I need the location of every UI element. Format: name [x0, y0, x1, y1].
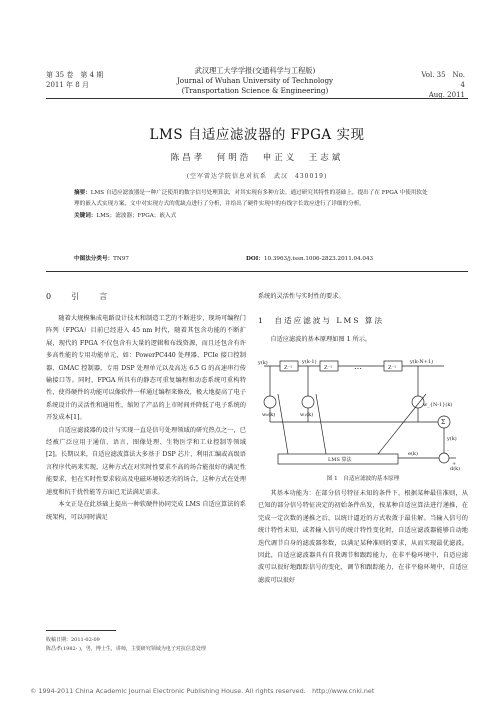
figure-intro-text: 自适应滤波的基本原理如图 1 所示。 — [270, 336, 372, 344]
weight-node-1 — [302, 396, 314, 408]
label-tap-n: y(k-N+1) — [410, 359, 434, 365]
journal-series-en: (Transportation Science & Engineering) — [181, 86, 329, 95]
abstract — [74, 188, 430, 222]
label-delay-2: Z⁻¹ — [324, 365, 333, 371]
section-heading-intro: 0 引 言 — [46, 292, 114, 301]
label-lms-box: LMS 算法 — [328, 457, 352, 463]
adaptive-filter-diagram — [258, 358, 470, 472]
doi-label: DOI： — [246, 256, 264, 262]
label-output: y(k) — [447, 436, 457, 442]
right-paragraph-1: 其基本功能为：在部分信号特征未知的条件下，根据某种最佳准则，从已知的部分信号特征决定的初始条件出发，按某种自适应算法进行递推，在完成一定次数的递推之后，以统计逼近的方式收敛于最佳解。当输入信号的统计特性未知，或者输入信号的统计特性变化时，自适应滤波器能够自动地迭代调节自身的滤波器参数，以满足某种准则的要求，从而实现最优滤波。因此，自适应滤波器具有自我调节和跟踪能力，在非平稳环境中，自适应滤波可以很好地跟踪信号的变化，调节和跟踪能力，在非平稳环境中，自适应滤波可以很好 — [258, 490, 468, 584]
figure-caption: 图 1 自适应滤波的基本原理 — [326, 476, 400, 482]
intro-paragraph-3: 本文正是在此基础上提出一种软硬件协同完成 LMS 自适应算法的系统架构，可以同时满足 — [46, 501, 246, 521]
abstract-text: LMS 自适应滤波器是一种广泛使用的数字信号处理算法，对其实现有多种方法。通过研究其特性的基础上，提出了在 FPGA 中使用软处理的嵌入式实现方案，文中对实现方式的优缺点进行了分析，并给出了硬件实现中的有线字长效应进行了详细的分析。 — [74, 190, 428, 208]
label-desired: d(k) — [450, 466, 461, 472]
label-minus: - — [447, 448, 449, 454]
right-column-top — [258, 291, 468, 347]
copyright-notice: © 1994-2011 China Academic Journal Electronic Publishing House. All rights reserved. http://www.cnki.net — [30, 687, 375, 695]
section-heading-lms: 1 自适应滤波与 LMS 算法 — [258, 316, 385, 326]
doi-value: 10.3963/j.issn.1006-2823.2011.04.043 — [263, 256, 374, 262]
paper-title: LMS 自适应滤波器的 FPGA 实现 — [149, 127, 365, 143]
keywords-label: 关键词： — [74, 212, 97, 219]
received-date: 收稿日期：2011-02-09 — [46, 637, 100, 643]
footnote-rule — [46, 630, 116, 631]
clc-label: 中图法分类号： — [74, 256, 114, 262]
header-rule — [46, 98, 468, 99]
journal-volume-en — [415, 70, 465, 100]
label-error: e(k) — [408, 451, 418, 457]
abstract-rule — [46, 271, 468, 272]
classification-line — [74, 254, 444, 262]
intro-paragraph-2: 自适应滤波器的设计与实现一直是信号处理领域的研究热点之一，已经被广泛应用于通信、语言、图像处理、生物医学和工业控制等领域[2]。长期以来，自适应滤波算法大多基于 DSP 芯片，利用汇编或高级语言程序代码来实现，这种方式在对实时性要求不高的场合能很好的满足性能要求，但在实时性要求较高及电磁环境较恶劣的场合，这种方式在处理速度和抗干扰性能等方面已无法满足需求。 — [46, 426, 246, 496]
label-input: y(k) — [258, 360, 268, 366]
label-delay-1: Z⁻¹ — [284, 365, 293, 371]
paper-authors: 陈昌孝 何明浩 申正义 王志斌 — [170, 153, 344, 163]
label-ellipsis: … — [354, 362, 362, 371]
right-top-line: 系统的灵活性与实时性的要求。 — [258, 293, 345, 300]
label-w1: w₁(k) — [300, 412, 314, 418]
journal-name — [150, 66, 360, 96]
error-node — [439, 453, 449, 463]
label-delay-3: Z⁻¹ — [388, 365, 397, 371]
footnote — [46, 636, 246, 654]
left-column — [46, 291, 246, 524]
volume-en-text: Vol. 35 No. 4 — [421, 71, 465, 89]
weight-node-0 — [264, 396, 276, 408]
date-text: 2011 年 8 月 — [46, 81, 89, 89]
label-tap-1: y(k-1) — [302, 359, 317, 365]
label-wn: w_{N-1}(k) — [423, 402, 453, 408]
journal-name-en: Journal of Wuhan University of Technology — [176, 76, 334, 85]
journal-name-cn: 武汉理工大学学报(交通科学与工程版) — [194, 66, 316, 75]
label-sum: Σ — [441, 419, 446, 426]
author-bio: 陈昌孝(1982- )，男，博士生，讲师，主要研究领域为电子对抗信息处理 — [46, 646, 206, 652]
journal-volume-issue — [46, 70, 103, 90]
abstract-label: 摘要： — [74, 190, 91, 196]
label-plus: + — [452, 461, 457, 467]
volume-issue-text: 第 35 卷 第 4 期 — [46, 71, 104, 79]
date-en-text: Aug. 2011 — [428, 91, 465, 99]
clc-value: TN97 — [113, 256, 129, 262]
paper-affiliation: (空军雷达学院信息对抗系 武汉 430019) — [186, 173, 328, 180]
keywords-text: LMS；滤波器；FPGA；嵌入式 — [96, 212, 177, 219]
intro-paragraph-1: 随着大规模集成电路设计技术和制造工艺的不断进步，现场可编程门阵列（FPGA）目前已经进入 45 nm 时代，随着其包含功能的不断扩展，现代的 FPGA 不仅包含有大量的逻辑和布线资源，而且还包含有许多高性能的专用功能单元，如：PowerPC440 处理器、PCIe 接口控制器、GMAC 控制器，专用 DSP 处理单元以及高达 6.5 G 的高速串行传输接口等。同时，FPGA 所具有的静态可重复编程和动态系统可重构特性，使得硬件的功能可以像软件一样通过编程来修改，极大地提高了电子系统设计的灵活性和通用性，缩短了产品的上市时间并降低了电子系统的开发成本[1]。 — [46, 315, 246, 422]
label-w0: w₀(k) — [262, 412, 276, 418]
